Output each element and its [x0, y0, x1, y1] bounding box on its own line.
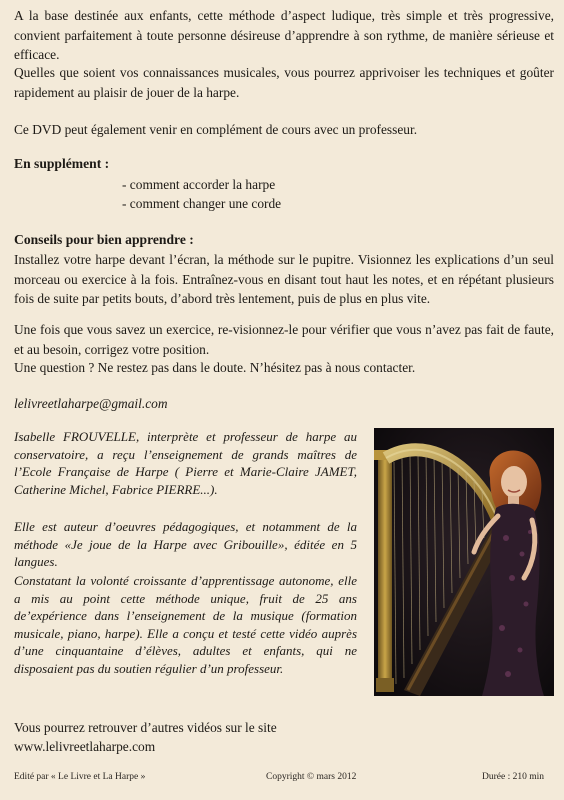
intro-paragraph-1: A la base destinée aux enfants, cette méthode d’aspect ludique, très simple et très progressive, convient parfaitement à toute personne désireuse d’apprendre à son rythme, de manière sérieuse et efficace.: [14, 8, 554, 62]
advice-paragraph-2: Une fois que vous savez un exercice, re-visionnez-le pour vérifier que vous n’avez pas fait de faute, et au besoin, corrigez votre position.: [14, 322, 554, 357]
intro-paragraph-3: Ce DVD peut également venir en complément de cours avec un professeur.: [14, 122, 418, 137]
supplement-item: - comment accorder la harpe: [122, 177, 276, 192]
intro-paragraph-2: Quelles que soient vos connaissances musicales, vous pourrez apprivoiser les techniques et goûter rapidement au plaisir de jouer de la harpe.: [14, 65, 554, 100]
advice-paragraph-1: Installez votre harpe devant l’écran, la méthode sur le pupitre. Visionnez les explications d’un seul morceau ou exercice à la fois. Entraînez-vous en disant tout haut les notes, et en répétant plusieurs fois de suite par petits bouts, d’abord très lentement, puis de plus en plus vite.: [14, 252, 554, 306]
bio-paragraph-3: Constatant la volonté croissante d’apprentissage autonome, elle a mis au point cette méthode unique, fruit de 25 ans de’expérience dans l’enseignement de la musique (formation musicale, piano, harpe). Elle a conçu et testé cette vidéo auprès d’une cinquantaine d’élèves, adultes et enfants, qui ne disposaient pas du soutien régulier d’un professeur.: [14, 573, 357, 676]
closing-text: [14, 718, 357, 756]
footer-duration: Durée : 210 min: [482, 772, 545, 782]
closing-line: Vous pourrez retrouver d’autres vidéos sur le site: [14, 720, 277, 735]
bio-paragraph-1: Isabelle FROUVELLE, interprète et professeur de harpe au conservatoire, a reçu l’enseignement de grands maîtres de l’Ecole Française de Harpe ( Pierre et Marie-Claire JAMET, Catherine Michel, Fabrice PIERRE...).: [14, 429, 357, 497]
contact-email: lelivreetlaharpe@gmail.com: [14, 396, 168, 411]
website-link[interactable]: www.lelivreetlaharpe.com: [14, 739, 156, 754]
footer-copyright: Copyright © mars 2012: [266, 772, 357, 782]
bio-paragraph-2: Elle est auteur d’oeuvres pédagogiques, et notamment de la méthode «Je joue de la Harpe avec Gribouille», éditée en 5 langues.: [14, 519, 357, 570]
supplement-list: [122, 175, 281, 213]
advice-paragraph-3: Une question ? Ne restez pas dans le doute. N’hésitez pas à nous contacter.: [14, 360, 416, 375]
harpist-photo: [374, 428, 554, 696]
footer-publisher: Edité par « Le Livre et La Harpe »: [14, 772, 146, 782]
supplement-heading: En supplément :: [14, 156, 110, 171]
advice-heading: Conseils pour bien apprendre :: [14, 232, 194, 247]
supplement-item: - comment changer une corde: [122, 196, 282, 211]
